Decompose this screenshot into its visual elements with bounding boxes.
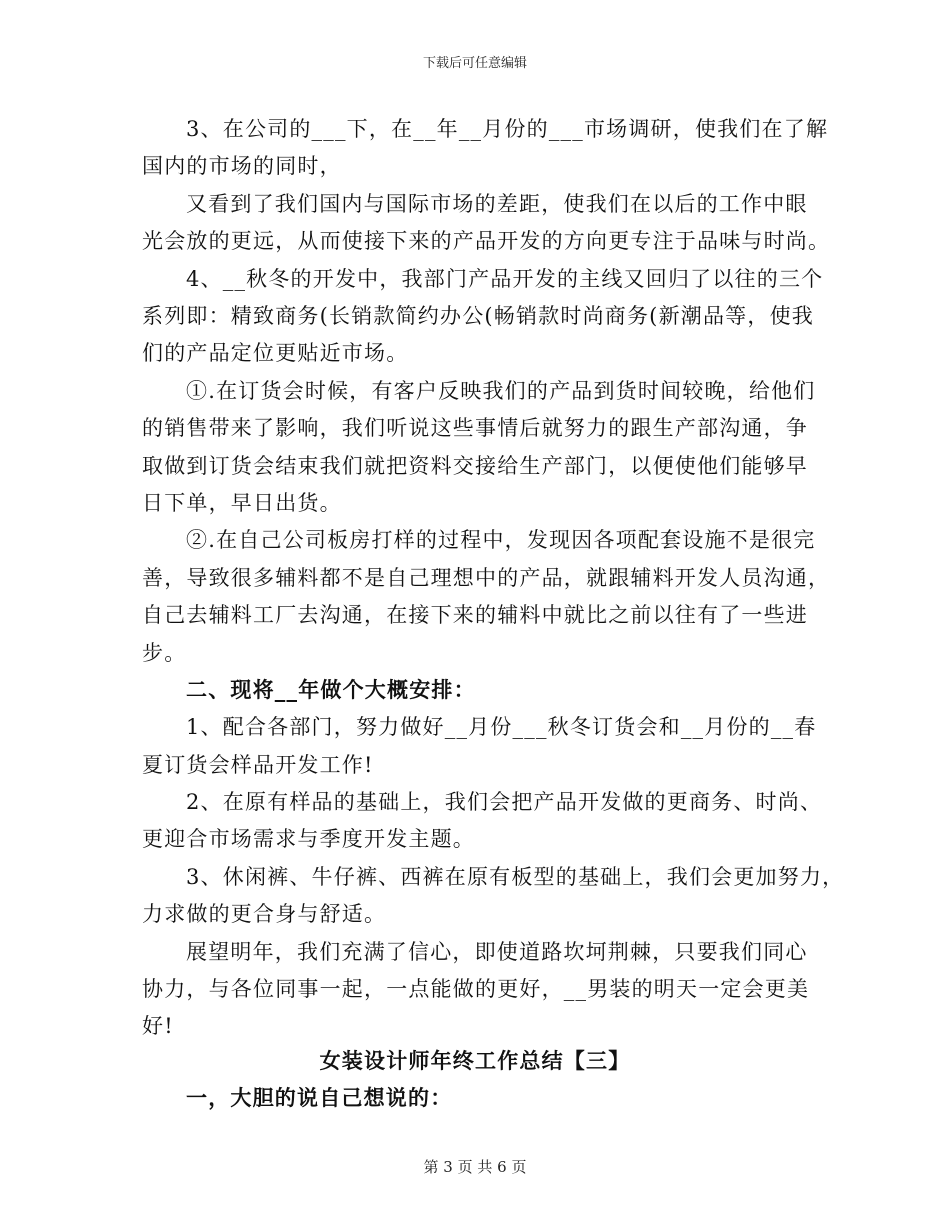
paragraph-line: 的销售带来了影响，我们听说这些事情后就努力的跟生产部沟通，争 — [142, 416, 808, 440]
paragraph-line: 力求做的更合身与舒适。 — [142, 902, 387, 926]
paragraph-line: 光会放的更远，从而使接下来的产品开发的方向更专注于品味与时尚。 — [142, 229, 831, 253]
paragraph-line: 系列即：精致商务(长销款简约办公(畅销款时尚商务(新潮品等，使我 — [142, 304, 814, 328]
page-header: 下载后可任意编辑 — [422, 56, 527, 71]
paragraph-line: 自己去辅料工厂去沟通，在接下来的辅料中就比之前以往有了一些进 — [142, 603, 808, 627]
paragraph-line: 3、休闲裤、牛仔裤、西裤在原有板型的基础上，我们会更加努力， — [186, 865, 845, 889]
paragraph-line: 国内的市场的同时， — [142, 154, 342, 178]
paragraph-line: 4、__秋冬的开发中，我部门产品开发的主线又回归了以往的三个 — [186, 267, 824, 291]
paragraph-line: 们的产品定位更贴近市场。 — [142, 341, 409, 365]
section-heading: 一，大胆的说自己想说的： — [186, 1085, 453, 1110]
paragraph-line: 更迎合市场需求与季度开发主题。 — [142, 827, 475, 851]
paragraph-line: 1、配合各部门，努力做好__月份___秋冬订货会和__月份的__春 — [186, 715, 817, 739]
paragraph-line: 2、在原有样品的基础上，我们会把产品开发做的更商务、时尚、 — [186, 790, 823, 814]
paragraph-line: 夏订货会样品开发工作! — [142, 753, 374, 777]
paragraph-line: 善，导致很多辅料都不是自己理想中的产品，就跟辅料开发人员沟通， — [142, 566, 831, 590]
paragraph-line: 展望明年，我们充满了信心，即使道路坎坷荆棘，只要我们同心 — [186, 940, 808, 964]
paragraph-line: 3、在公司的___下，在__年__月份的___市场调研，使我们在了解 — [186, 117, 829, 141]
paragraph-line: 好! — [142, 1014, 174, 1038]
paragraph-line: 日下单，早日出货。 — [142, 491, 342, 515]
document-title: 女装设计师年终工作总结【三】 — [319, 1048, 631, 1073]
paragraph-line: 取做到订货会结束我们就把资料交接给生产部门，以便使他们能够早 — [142, 454, 808, 478]
section-heading: 二、现将__年做个大概安排： — [186, 677, 476, 702]
paragraph-line: 协力，与各位同事一起，一点能做的更好，__男装的明天一定会更美 — [142, 977, 810, 1001]
paragraph-line: ①.在订货会时候，有客户反映我们的产品到货时间较晚，给他们 — [186, 379, 816, 403]
paragraph-line: 步。 — [142, 641, 187, 665]
page-footer: 第 3 页 共 6 页 — [423, 1158, 527, 1176]
paragraph-line: 又看到了我们国内与国际市场的差距，使我们在以后的工作中眼 — [186, 192, 808, 216]
paragraph-line: ②.在自己公司板房打样的过程中，发现因各项配套设施不是很完 — [186, 528, 816, 552]
